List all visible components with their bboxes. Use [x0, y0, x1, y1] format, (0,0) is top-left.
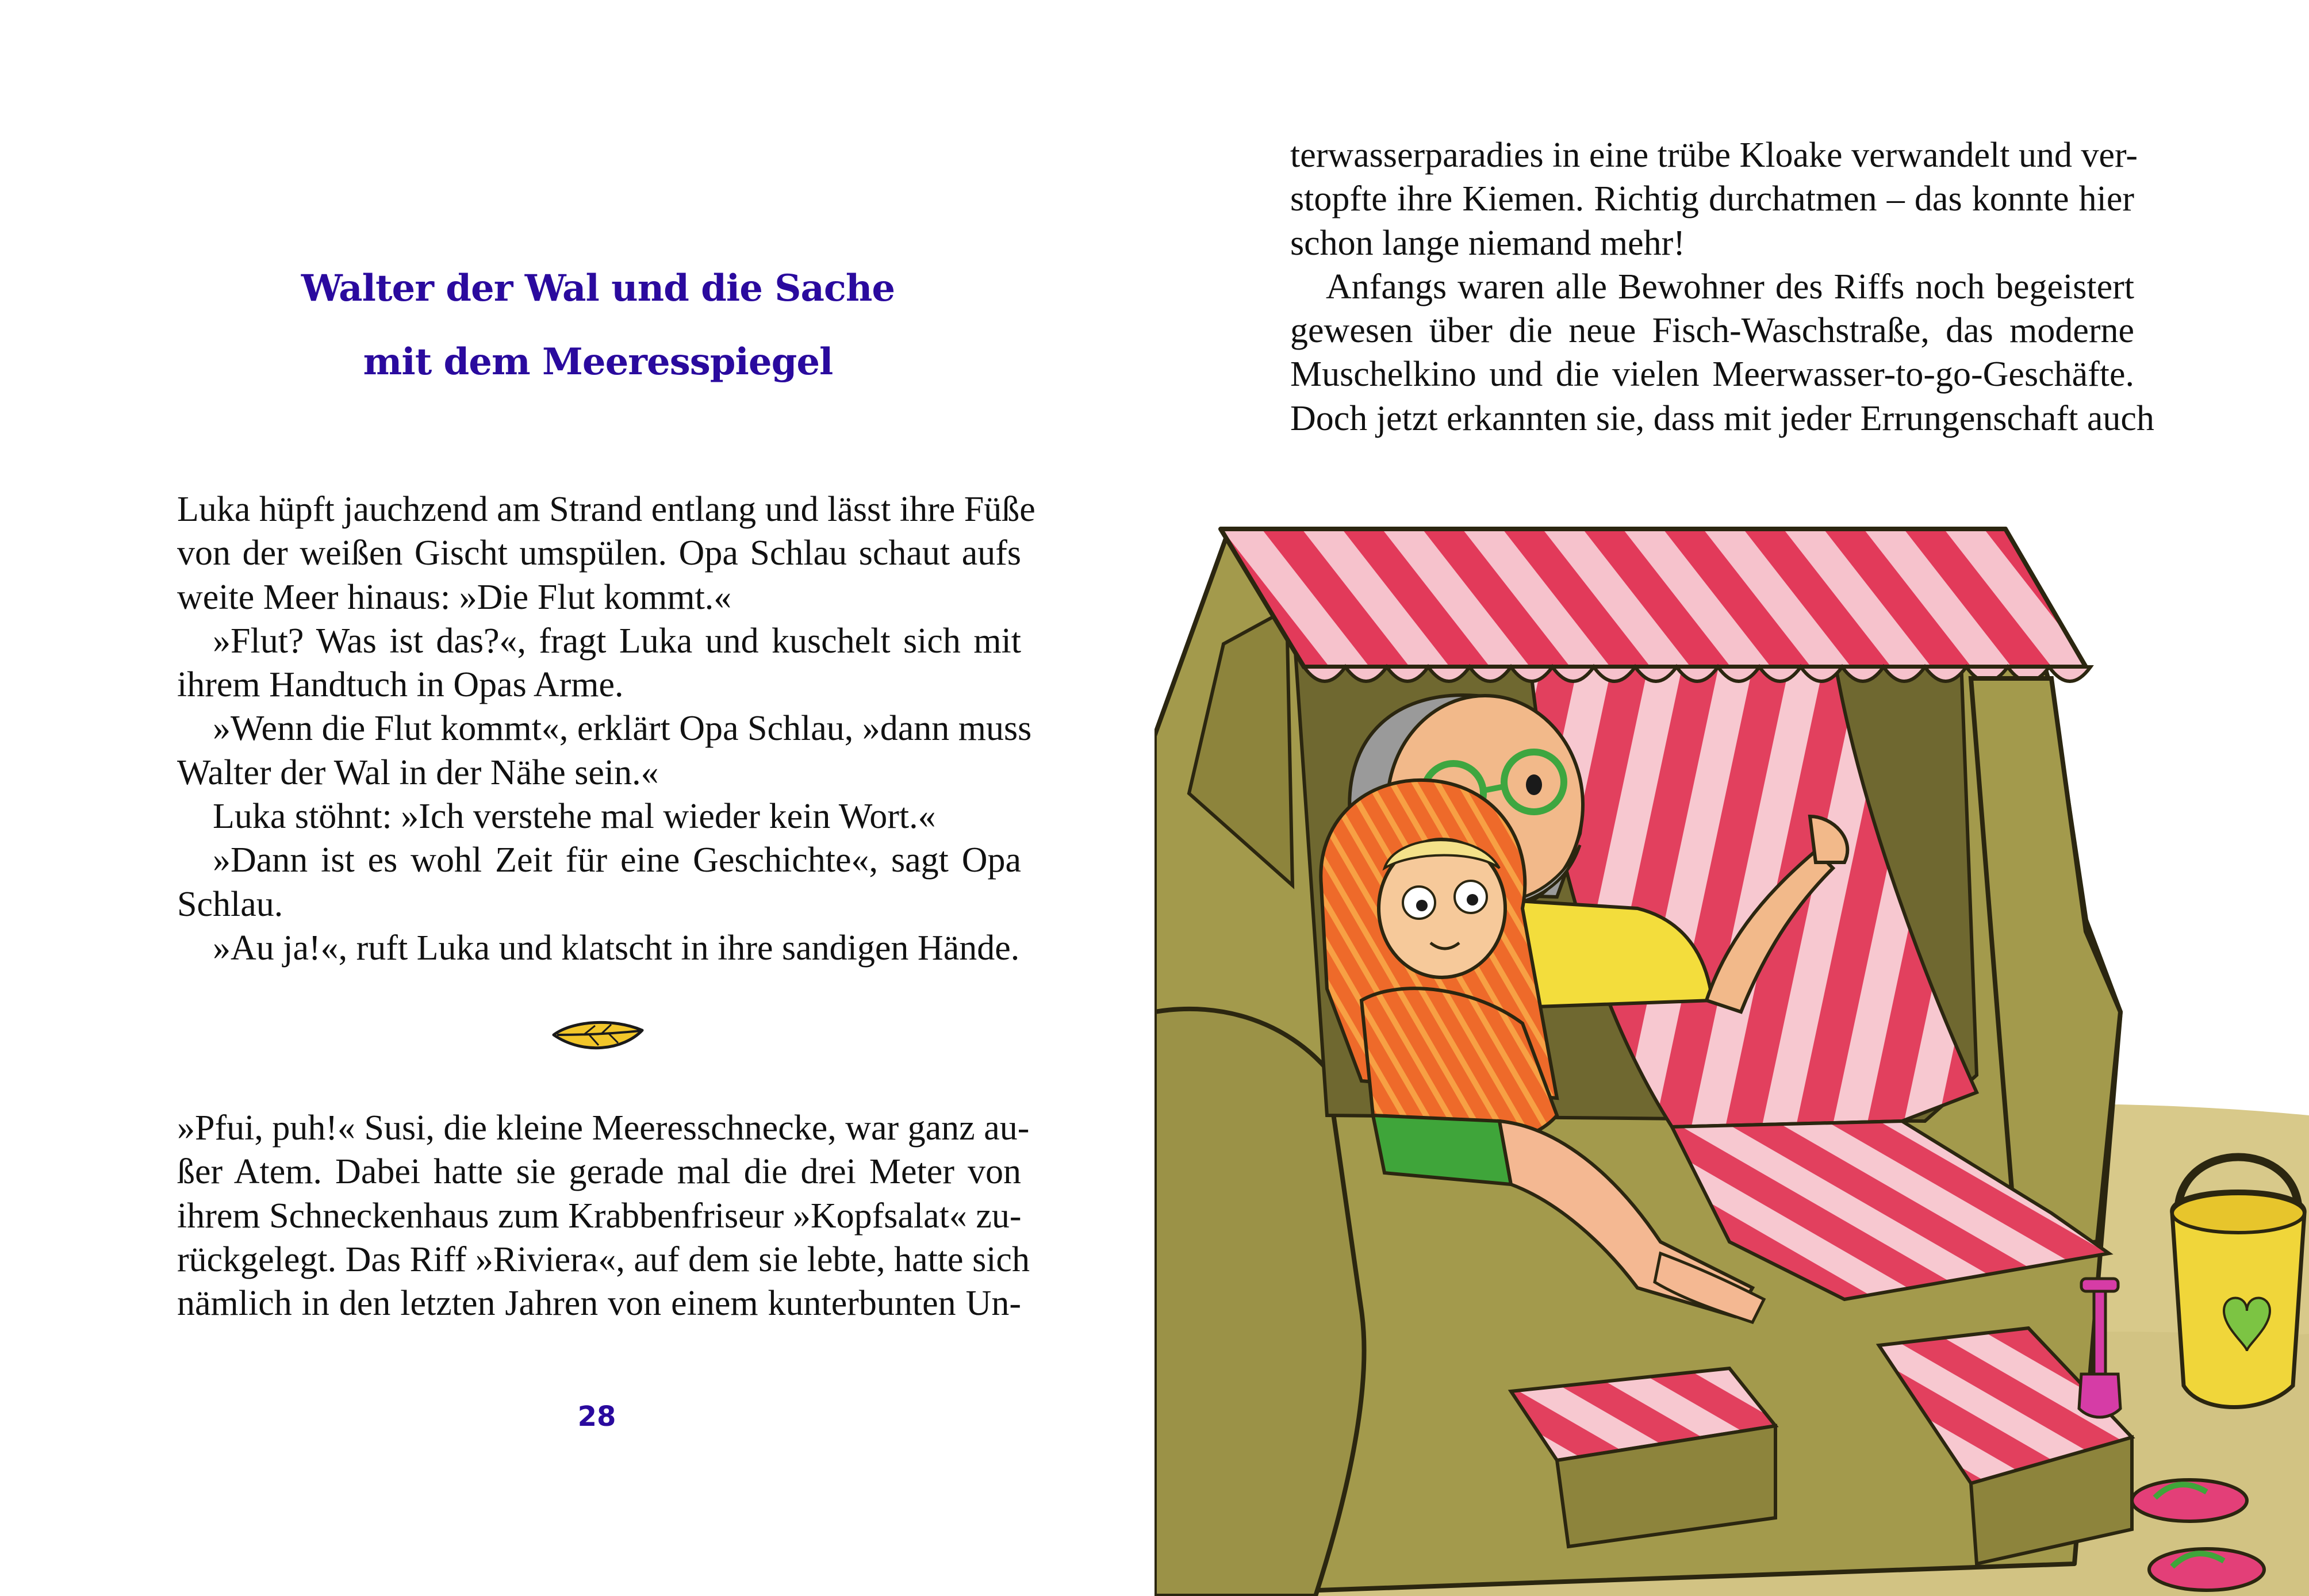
text-line: schon lange niemand mehr!: [1290, 223, 1685, 263]
text-line: »Flut? Was ist das?«, fragt Luka und kuschelt sich mit: [213, 621, 1021, 661]
text-line: Doch jetzt erkannten sie, dass mit jeder Errungenschaft auch: [1290, 398, 2154, 438]
text-line: stopfte ihre Kiemen. Richtig durchatmen – das konnte hier: [1290, 179, 2134, 219]
text-line: ihrem Schneckenhaus zum Krabbenfriseur »Kopfsalat« zu-: [177, 1196, 1022, 1236]
story-paragraph: [177, 1106, 1030, 1325]
text-line: »Dann ist es wohl Zeit für eine Geschichte«, sagt Opa: [213, 841, 1021, 880]
text-line: »Pfui, puh!« Susi, die kleine Meeresschnecke, war ganz au-: [177, 1108, 1030, 1148]
text-line: Luka hüpft jauchzend am Strand entlang und lässt ihre Füße: [177, 490, 1035, 529]
beach-chair-illustration: [1154, 494, 2309, 1596]
text-line: »Au ja!«, ruft Luka und klatscht in ihre sandigen Hände.: [213, 928, 1020, 968]
text-line: Muschelkino und die vielen Meerwasser-to-go-Geschäfte.: [1290, 355, 2134, 394]
text-line: weite Meer hinaus: »Die Flut kommt.«: [177, 577, 732, 617]
text-line: nämlich in den letzten Jahren von einem kunterbunten Un-: [177, 1284, 1021, 1323]
left-page: [0, 0, 1154, 1596]
chapter-title-line-2: mit dem Meeresspiegel: [363, 340, 833, 383]
text-line: gewesen über die neue Fisch-Waschstraße, das moderne: [1290, 311, 2134, 351]
text-line: ßer Atem. Dabei hatte sie gerade mal die drei Meter von: [177, 1152, 1021, 1192]
text-line: Schlau.: [177, 884, 283, 924]
text-line: Anfangs waren alle Bewohner des Riffs noch begeistert: [1326, 267, 2134, 306]
chapter-title-line-1: Walter der Wal und die Sache: [301, 267, 895, 310]
text-line: ihrem Handtuch in Opas Arme.: [177, 665, 624, 705]
page-number: 28: [577, 1401, 616, 1433]
awning: [1221, 529, 2086, 667]
chapter-title: [172, 252, 1023, 399]
text-line: von der weißen Gischt umspülen. Opa Schlau schaut aufs: [177, 534, 1021, 573]
leaf-icon: [549, 1018, 647, 1058]
intro-paragraphs: [177, 488, 1035, 970]
text-line: Walter der Wal in der Nähe sein.«: [177, 753, 659, 792]
continued-paragraphs: [1290, 133, 2154, 440]
text-line: terwasserparadies in eine trübe Kloake verwandelt und ver-: [1290, 136, 2138, 175]
text-line: Luka stöhnt: »Ich verstehe mal wieder kein Wort.«: [213, 797, 936, 837]
text-line: rückgelegt. Das Riff »Riviera«, auf dem sie lebte, hatte sich: [177, 1240, 1030, 1279]
text-line: »Wenn die Flut kommt«, erklärt Opa Schlau, »dann muss: [213, 709, 1032, 749]
right-page: [1154, 0, 2309, 1596]
